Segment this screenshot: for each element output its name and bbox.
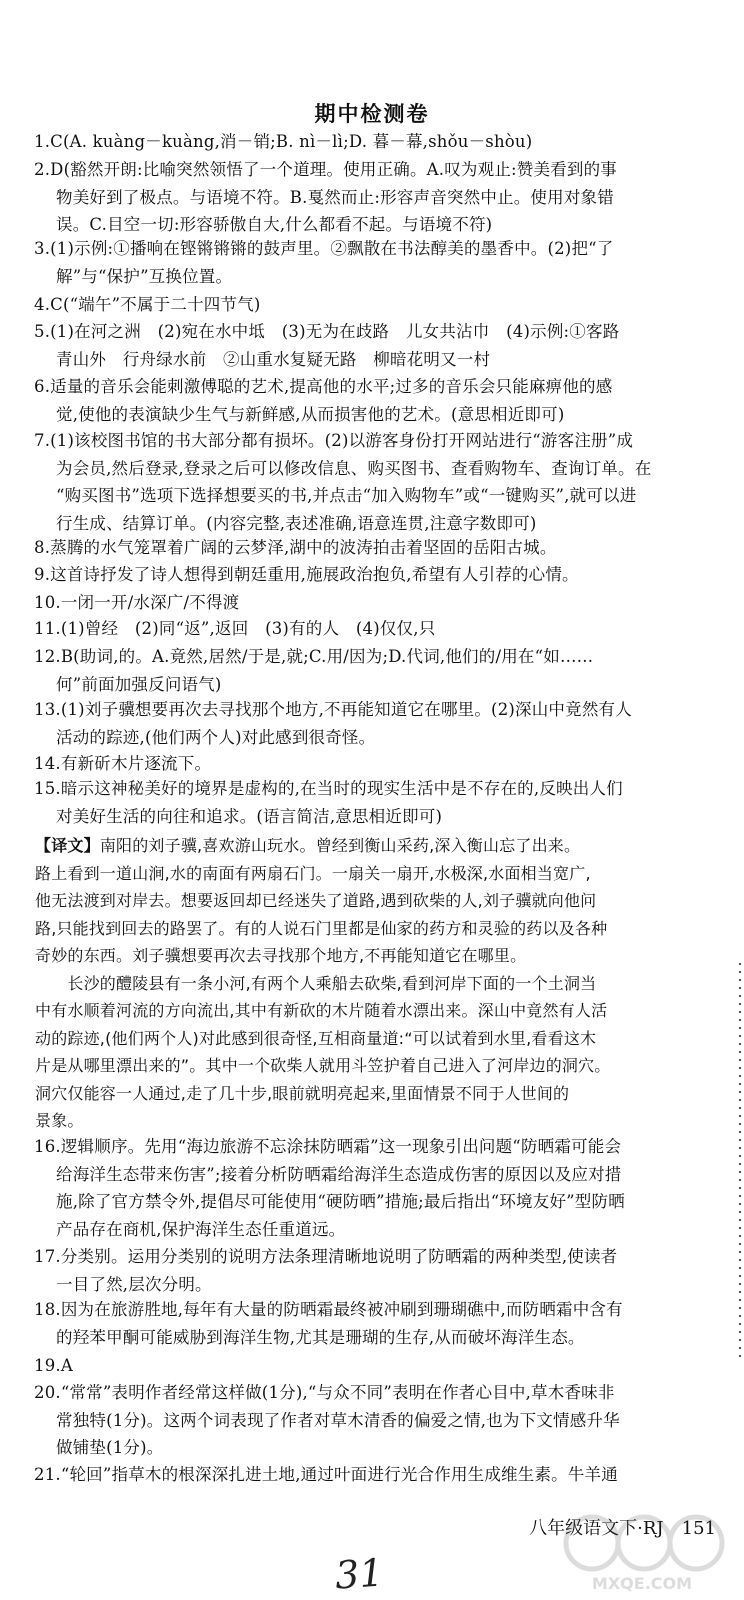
svg-text:MXQE.COM: MXQE.COM xyxy=(591,1574,693,1593)
answer-line: 的羟苯甲酮可能威胁到海洋生物,尤其是珊瑚的生存,从而破坏海洋生态。 xyxy=(56,1327,585,1347)
page-title: 期中检测卷 xyxy=(314,102,430,126)
translation-line: 洞穴仅能容一人通过,走了几十步,眼前就明亮起来,里面情景不同于人世间的 xyxy=(35,1083,570,1103)
answer-item xyxy=(34,373,718,428)
answer-item xyxy=(34,750,718,778)
answer-line: 7.(1)该校图书馆的书大部分都有损坏。(2)以游客身份打开网站进行“游客注册”成 xyxy=(34,431,634,450)
answer-line: 对美好生活的向往和追求。(语言简洁,意思相近即可) xyxy=(56,806,443,826)
translation-line: 片是从哪里漂出来的”。其中一个砍柴人就用斗笠护着自己进入了河岸边的洞穴。 xyxy=(35,1056,611,1075)
handwritten-number: 31 xyxy=(333,1550,385,1598)
answer-line: 10.一闭一开/水深广/不得渡 xyxy=(34,593,240,612)
answer-line: 觉,使他的表演缺少生气与新鲜感,从而损害他的艺术。(意思相近即可) xyxy=(56,404,565,424)
translation-block xyxy=(35,832,715,1135)
answer-line: 何”前面加强反问语气) xyxy=(56,674,222,694)
translation-line xyxy=(35,832,715,860)
answer-line: 一目了然,层次分明。 xyxy=(56,1274,212,1294)
translation-tag: 【译文】 xyxy=(35,836,100,855)
answer-item xyxy=(34,291,718,319)
translation-line: 景象。 xyxy=(35,1111,84,1130)
answer-line: 施,除了官方禁令外,提倡尽可能使用“硬防晒”措施;最后指出“环境友好”型防晒 xyxy=(56,1192,625,1211)
answer-item xyxy=(34,318,718,373)
answer-line: 20.“常常”表明作者经常这样做(1分),“与众不同”表明在作者心目中,草木香味非 xyxy=(34,1383,615,1402)
footer-label: 八年级语文下·RJ 151 xyxy=(529,1518,716,1539)
answer-line: 15.暗示这神秘美好的境界是虚构的,在当时的现实生活中是不存在的,反映出人们 xyxy=(34,779,623,798)
answer-item xyxy=(34,589,718,617)
translation-text: 南阳的刘子骥,喜欢游山玩水。曾经到衡山采药,深入衡山忘了出来。 xyxy=(99,836,581,855)
answer-line: 13.(1)刘子骥想要再次去寻找那个地方,不再能知道它在哪里。(2)深山中竟然有人 xyxy=(34,700,632,719)
answer-line: 常独特(1分)。这两个词表现了作者对草木清香的偏爱之情,也为下文情感升华 xyxy=(56,1410,620,1430)
answer-line: 17.分类别。运用分类别的说明方法条理清晰地说明了防晒霜的两种类型,使读者 xyxy=(34,1247,618,1266)
answer-item xyxy=(34,427,718,537)
answer-item xyxy=(34,561,718,589)
translation-line: 路上看到一道山涧,水的南面有两扇石门。一扇关一扇开,水极深,水面相当宽广, xyxy=(35,863,591,883)
translation-line: 奇妙的东西。刘子骥想要再次去寻找那个地方,不再能知道它在哪里。 xyxy=(35,946,527,965)
answer-line: 3.(1)示例:①播响在铿锵锵锵的鼓声里。②飘散在书法醇美的墨香中。(2)把“了 xyxy=(34,239,614,258)
answer-line: 产品存在商机,保护海洋生态任重道远。 xyxy=(56,1219,346,1239)
answer-line: 12.B(助词,的。A.竟然,居然/于是,就;C.用/因为;D.代词,他们的/用在“如…… xyxy=(34,647,594,666)
answer-line: 8.蒸腾的水气笼罩着广阔的云梦泽,湖中的波涛拍击着坚固的岳阳古城。 xyxy=(34,538,557,557)
answer-item xyxy=(34,1379,718,1462)
answer-line: 9.这首诗抒发了诗人想得到朝廷重用,施展政治抱负,希望有人引荐的心情。 xyxy=(34,565,579,584)
answer-line: 1.C(A. kuàng－kuàng,消－销;B. nì－lì;D. 暮－幕,shǒu－shòu) xyxy=(34,132,533,151)
answer-item xyxy=(34,775,718,830)
answer-line: 解”与“保护”互换位置。 xyxy=(56,266,233,286)
answer-line: 16.逻辑顺序。先用“海边旅游不忘涂抹防晒霜”这一现象引出问题“防晒霜可能会 xyxy=(34,1137,622,1156)
answer-line: 误。C.目空一切:形容骄傲自大,什么都看不起。与语境不符) xyxy=(56,215,493,234)
answer-item xyxy=(34,1461,718,1489)
answer-line: 5.(1)在河之洲 (2)宛在水中坻 (3)无为在歧路 儿女共沾巾 (4)示例:①客路 xyxy=(34,322,620,341)
answer-line: 19.A xyxy=(34,1356,73,1375)
answer-line: 18.因为在旅游胜地,每年有大量的防晒霜最终被冲刷到珊瑚礁中,而防晒霜中含有 xyxy=(34,1300,623,1319)
answer-item xyxy=(34,534,718,562)
translation-line: 动的踪迹,(他们两个人)对此感到很奇怪,互相商量道:“可以试着到水里,看看这木 xyxy=(35,1028,597,1048)
answer-item xyxy=(34,1133,718,1243)
answer-line: 为会员,然后登录,登录之后可以修改信息、购买图书、查看购物车、查询订单。在 xyxy=(56,458,652,478)
watermark-logo xyxy=(552,1505,732,1595)
translation-line: 中有水顺着河流的方向流出,其中有新砍的木片随着水漂出来。深山中竟然有人活 xyxy=(35,1001,608,1020)
answer-item xyxy=(34,1352,718,1380)
answer-line: 21.“轮回”指草木的根深深扎进土地,通过叶面进行光合作用生成维生素。牛羊通 xyxy=(34,1465,618,1484)
answer-line: 14.有新斫木片逐流下。 xyxy=(34,754,212,773)
answer-line: “购买图书”选项下选择想要买的书,并点击“加入购物车”或“一键购买”,就可以进 xyxy=(56,486,637,505)
answer-line: 青山外 行舟绿水前 ②山重水复疑无路 柳暗花明又一村 xyxy=(56,349,491,369)
answer-line: 物美好到了极点。与语境不符。B.戛然而止:形容声音突然中止。使用对象错 xyxy=(56,187,614,207)
translation-line: 他无法渡到对岸去。想要返回却已经迷失了道路,遇到砍柴的人,刘子骥就向他问 xyxy=(35,891,597,910)
answer-line: 行生成、结算订单。(内容完整,表述准确,语意连贯,注意字数即可) xyxy=(56,513,537,533)
answer-line: 活动的踪迹,(他们两个人)对此感到很奇怪。 xyxy=(56,727,376,747)
answer-line: 11.(1)曾经 (2)同“返”,返回 (3)有的人 (4)仅仅,只 xyxy=(34,619,436,638)
translation-line: 路,只能找到回去的路罢了。有的人说石门里都是仙家的药方和灵验的药以及各种 xyxy=(35,918,608,938)
binding-dots xyxy=(738,960,742,1360)
answer-line: 4.C(“端午”不属于二十四节气) xyxy=(34,295,261,314)
translation-line: 长沙的醴陵县有一条小河,有两个人乘船去砍柴,看到河岸下面的一个土洞当 xyxy=(35,973,597,993)
answer-line: 6.适量的音乐会能刺激傅聪的艺术,提高他的水平;过多的音乐会只能麻痹他的感 xyxy=(34,377,613,396)
answer-item xyxy=(34,643,718,698)
answer-item xyxy=(34,156,718,239)
answer-item xyxy=(34,696,718,751)
answer-line: 2.D(豁然开朗:比喻突然领悟了一个道理。使用正确。A.叹为观止:赞美看到的事 xyxy=(34,160,617,179)
answer-line: 给海洋生态带来伤害”;接着分析防晒霜给海洋生态造成伤害的原因以及应对措 xyxy=(56,1164,622,1184)
answer-item xyxy=(34,128,718,156)
answer-item xyxy=(34,615,718,643)
answer-item xyxy=(34,1296,718,1351)
answer-item xyxy=(34,235,718,290)
answer-line: 做铺垫(1分)。 xyxy=(56,1438,164,1457)
answer-item xyxy=(34,1243,718,1298)
